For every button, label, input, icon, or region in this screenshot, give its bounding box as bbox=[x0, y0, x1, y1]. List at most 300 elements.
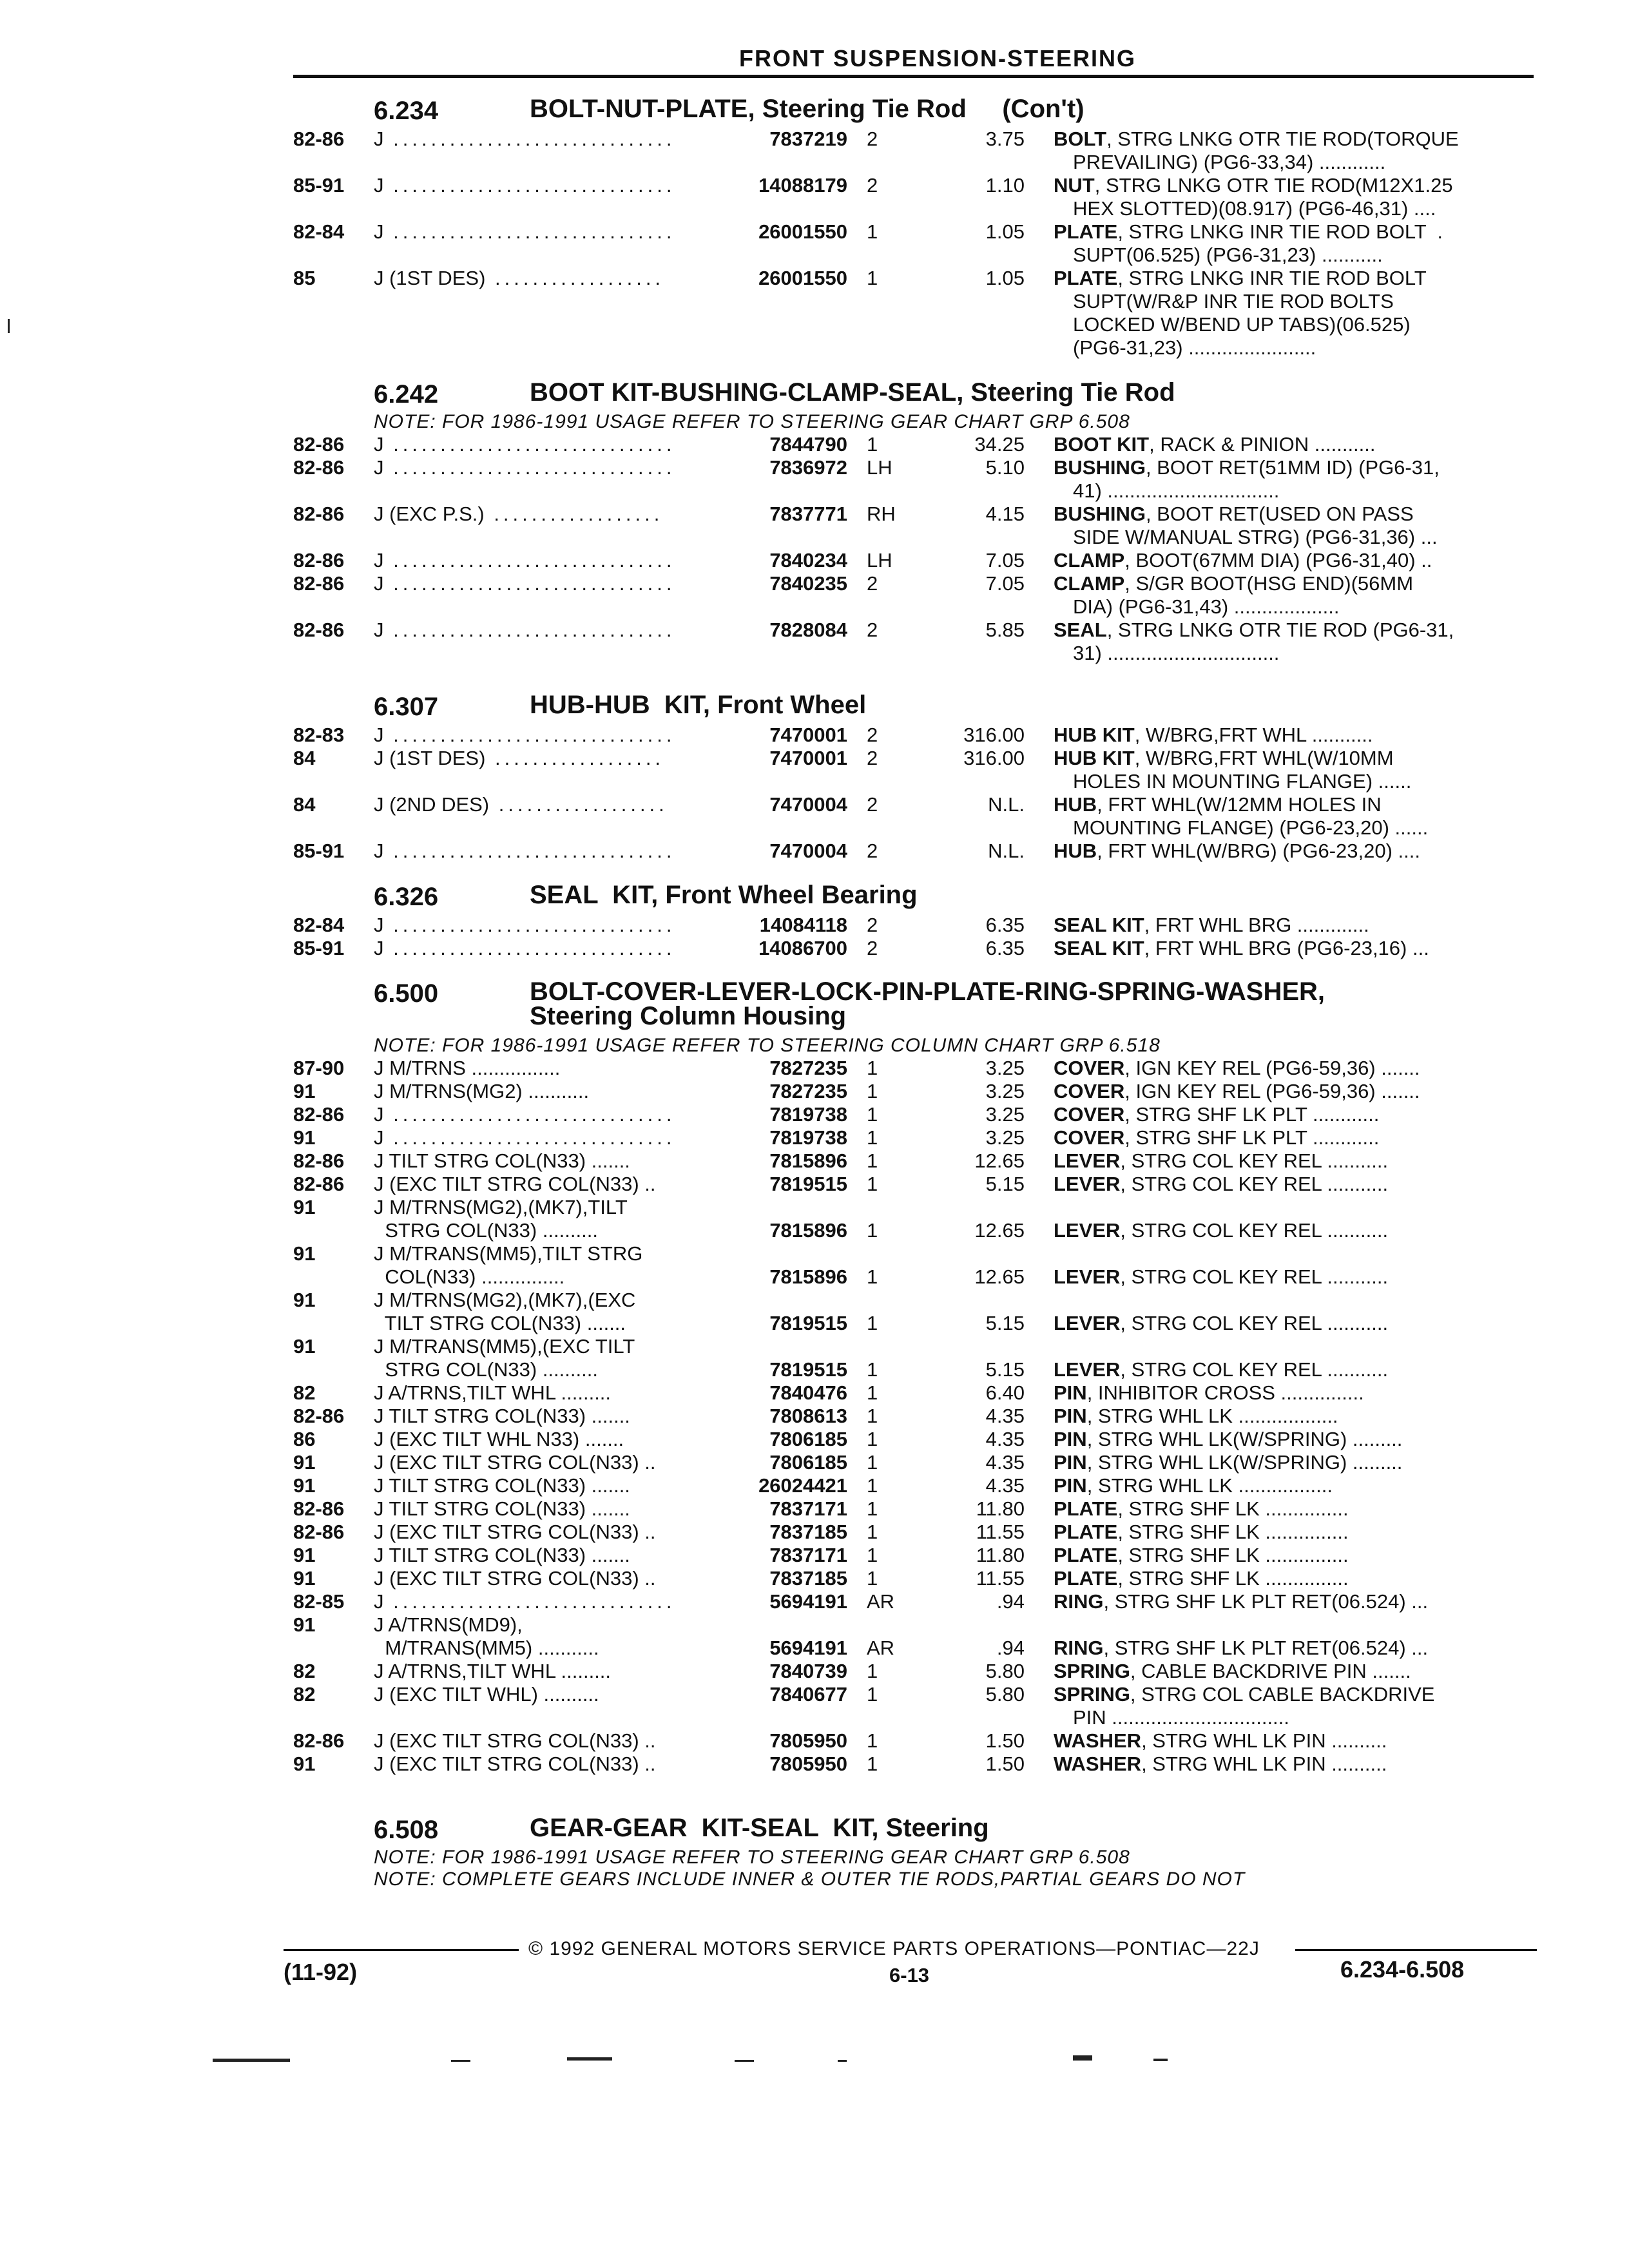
quantity: 1 bbox=[867, 1474, 878, 1497]
part-number: 7805950 bbox=[769, 1729, 847, 1752]
model-year: 82-86 bbox=[293, 1405, 345, 1427]
quantity: 1 bbox=[867, 220, 878, 243]
usage-text: J (EXC P.S.) bbox=[374, 503, 485, 525]
usage-description bbox=[374, 747, 664, 770]
part-name: PLATE bbox=[1054, 1567, 1118, 1590]
quantity: 1 bbox=[867, 1173, 878, 1195]
part-number: 5694191 bbox=[769, 1590, 847, 1613]
quantity: 1 bbox=[867, 1567, 878, 1590]
part-detail: , STRG COL KEY REL ........... bbox=[1120, 1358, 1389, 1381]
part-number: 7819515 bbox=[769, 1312, 847, 1334]
model-year: 91 bbox=[293, 1753, 316, 1775]
dot-leader: .............................. bbox=[383, 1126, 676, 1149]
price: 5.80 bbox=[985, 1660, 1025, 1682]
part-name: NUT bbox=[1054, 174, 1095, 197]
part-description bbox=[1054, 503, 1414, 526]
quantity: 1 bbox=[867, 1358, 878, 1381]
usage-description bbox=[374, 1729, 656, 1753]
part-name: BUSHING bbox=[1054, 456, 1146, 479]
part-description bbox=[1054, 267, 1427, 290]
usage-description bbox=[374, 1451, 656, 1474]
part-detail: , STRG LNKG OTR TIE ROD(M12X1.25 bbox=[1094, 174, 1453, 197]
model-year: 91 bbox=[293, 1196, 316, 1218]
part-description bbox=[1054, 1312, 1388, 1335]
part-description bbox=[1054, 1080, 1420, 1103]
section-title: BOLT-NUT-PLATE, Steering Tie Rod (Con't) bbox=[530, 95, 1084, 123]
part-name: SPRING bbox=[1054, 1660, 1130, 1682]
usage-description bbox=[374, 724, 676, 747]
model-year: 82-84 bbox=[293, 220, 345, 243]
usage-description bbox=[374, 1126, 676, 1149]
model-year: 82-86 bbox=[293, 456, 345, 479]
quantity: AR bbox=[867, 1590, 895, 1613]
usage-text: J bbox=[374, 456, 384, 479]
usage-description bbox=[374, 1521, 656, 1544]
usage-text: J bbox=[374, 1126, 384, 1149]
part-name: PLATE bbox=[1054, 220, 1118, 243]
part-description bbox=[1054, 1753, 1387, 1776]
part-description bbox=[1054, 174, 1453, 197]
part-name: LEVER bbox=[1054, 1265, 1121, 1288]
model-year: 85-91 bbox=[293, 937, 345, 959]
part-detail: , STRG LNKG OTR TIE ROD (PG6-31, bbox=[1106, 619, 1454, 641]
dot-leader: .............................. bbox=[383, 1590, 676, 1613]
usage-description bbox=[374, 1405, 630, 1428]
usage-text: COL(N33) ............... bbox=[374, 1265, 565, 1288]
part-detail: , STRG WHL LK PIN .......... bbox=[1141, 1753, 1387, 1775]
part-number: 7815896 bbox=[769, 1265, 847, 1288]
part-detail: , STRG WHL LK .................. bbox=[1086, 1405, 1338, 1427]
part-description bbox=[1054, 1265, 1388, 1289]
usage-text: J M/TRNS(MG2),(MK7),(EXC bbox=[374, 1289, 636, 1311]
part-detail: , STRG COL KEY REL ........... bbox=[1120, 1265, 1389, 1288]
part-number: 7827235 bbox=[769, 1057, 847, 1079]
part-detail: , STRG LNKG INR TIE ROD BOLT bbox=[1117, 267, 1427, 289]
usage-description bbox=[374, 1497, 630, 1521]
part-description bbox=[1054, 1729, 1387, 1753]
usage-text: J A/TRNS,TILT WHL ......... bbox=[374, 1660, 612, 1682]
part-description bbox=[1054, 793, 1382, 816]
usage-text: M/TRANS(MM5) ........... bbox=[374, 1637, 599, 1659]
price: 6.35 bbox=[985, 914, 1025, 936]
model-year: 91 bbox=[293, 1474, 316, 1497]
part-number: 7828084 bbox=[769, 619, 847, 641]
usage-description bbox=[374, 1312, 626, 1335]
model-year: 82-86 bbox=[293, 1729, 345, 1752]
usage-text: J bbox=[374, 549, 384, 572]
part-description bbox=[1054, 1451, 1402, 1474]
part-name: LEVER bbox=[1054, 1149, 1121, 1172]
usage-text: J bbox=[374, 1590, 384, 1613]
part-number: 26001550 bbox=[758, 220, 847, 243]
part-description bbox=[1054, 433, 1376, 456]
part-number: 7844790 bbox=[769, 433, 847, 456]
part-description bbox=[1054, 1149, 1388, 1173]
quantity: 1 bbox=[867, 1683, 878, 1706]
scan-mark bbox=[567, 2057, 612, 2061]
part-detail: , STRG COL KEY REL ........... bbox=[1120, 1312, 1389, 1334]
part-name: HUB KIT bbox=[1054, 724, 1135, 746]
part-name: WASHER bbox=[1054, 1753, 1142, 1775]
price: 3.25 bbox=[985, 1126, 1025, 1149]
section-note: NOTE: FOR 1986-1991 USAGE REFER TO STEERING GEAR CHART GRP 6.508 bbox=[374, 1847, 1130, 1868]
part-name: PIN bbox=[1054, 1451, 1087, 1474]
part-detail: , W/BRG,FRT WHL ........... bbox=[1134, 724, 1373, 746]
dot-leader: .............................. bbox=[383, 128, 676, 150]
usage-text: J (EXC TILT STRG COL(N33) .. bbox=[374, 1729, 656, 1752]
usage-description bbox=[374, 1683, 599, 1706]
header-rule bbox=[293, 75, 1534, 78]
usage-text: J TILT STRG COL(N33) ....... bbox=[374, 1474, 630, 1497]
part-number: 7819515 bbox=[769, 1358, 847, 1381]
quantity: 2 bbox=[867, 937, 878, 959]
dot-leader: .............................. bbox=[383, 840, 676, 862]
part-name: PIN bbox=[1054, 1474, 1087, 1497]
part-name: PLATE bbox=[1054, 1544, 1118, 1566]
part-description bbox=[1054, 1219, 1388, 1242]
part-number: 14088179 bbox=[758, 174, 847, 197]
part-number: 7470001 bbox=[769, 724, 847, 746]
model-year: 84 bbox=[293, 747, 316, 769]
scan-mark bbox=[8, 319, 10, 333]
price: 5.15 bbox=[985, 1312, 1025, 1334]
part-number: 7837771 bbox=[769, 503, 847, 525]
usage-description bbox=[374, 174, 676, 197]
usage-text: J (EXC TILT STRG COL(N33) .. bbox=[374, 1451, 656, 1474]
quantity: 1 bbox=[867, 1660, 878, 1682]
usage-text: STRG COL(N33) .......... bbox=[374, 1358, 598, 1381]
dot-leader: .............................. bbox=[383, 619, 676, 641]
part-description bbox=[1054, 1381, 1364, 1405]
usage-description bbox=[374, 1381, 611, 1405]
part-description bbox=[1054, 1567, 1349, 1590]
part-detail: , STRG WHL LK(W/SPRING) ......... bbox=[1086, 1451, 1403, 1474]
part-name: COVER bbox=[1054, 1080, 1125, 1102]
part-description bbox=[1054, 549, 1432, 572]
price: 3.25 bbox=[985, 1080, 1025, 1102]
quantity: 1 bbox=[867, 1381, 878, 1404]
model-year: 82-86 bbox=[293, 572, 345, 595]
part-name: CLAMP bbox=[1054, 549, 1125, 572]
usage-text: J M/TRNS(MG2) ........... bbox=[374, 1080, 590, 1102]
quantity: 1 bbox=[867, 1103, 878, 1126]
part-name: SPRING bbox=[1054, 1683, 1130, 1706]
scan-mark bbox=[213, 2059, 290, 2062]
part-description bbox=[1054, 937, 1429, 960]
model-year: 85-91 bbox=[293, 840, 345, 862]
part-detail: , CABLE BACKDRIVE PIN ....... bbox=[1130, 1660, 1411, 1682]
part-detail: , STRG LNKG INR TIE ROD BOLT . bbox=[1117, 220, 1443, 243]
dot-leader: .............................. bbox=[383, 174, 676, 197]
usage-description bbox=[374, 937, 676, 960]
part-number: 5694191 bbox=[769, 1637, 847, 1659]
part-description-continued: 41) ............................... bbox=[1073, 479, 1280, 502]
usage-text: J M/TRNS ................ bbox=[374, 1057, 561, 1079]
usage-description bbox=[374, 1544, 630, 1567]
part-name: SEAL bbox=[1054, 619, 1107, 641]
footer-page-number: 6-13 bbox=[889, 1964, 930, 1986]
usage-description bbox=[374, 549, 676, 572]
part-description-continued: PREVAILING) (PG6-33,34) ............ bbox=[1073, 151, 1386, 173]
quantity: 1 bbox=[867, 433, 878, 456]
part-description bbox=[1054, 1660, 1411, 1683]
part-description bbox=[1054, 619, 1454, 642]
usage-description bbox=[374, 793, 668, 816]
price: 3.25 bbox=[985, 1103, 1025, 1126]
usage-text: J TILT STRG COL(N33) ....... bbox=[374, 1149, 630, 1172]
dot-leader: .............................. bbox=[383, 572, 676, 595]
part-number: 7840677 bbox=[769, 1683, 847, 1706]
quantity: 2 bbox=[867, 619, 878, 641]
part-detail: , BOOT(67MM DIA) (PG6-31,40) .. bbox=[1124, 549, 1432, 572]
part-number: 7837171 bbox=[769, 1497, 847, 1520]
model-year: 82-86 bbox=[293, 1497, 345, 1520]
price: 1.10 bbox=[985, 174, 1025, 197]
price: 11.80 bbox=[976, 1497, 1025, 1520]
price: 1.05 bbox=[985, 267, 1025, 289]
part-detail: , STRG WHL LK ................. bbox=[1086, 1474, 1333, 1497]
part-description bbox=[1054, 1521, 1349, 1544]
usage-description bbox=[374, 619, 676, 642]
part-number: 7840234 bbox=[769, 549, 847, 572]
part-name: PIN bbox=[1054, 1428, 1087, 1450]
scan-mark bbox=[735, 2060, 754, 2062]
price: 4.35 bbox=[985, 1405, 1025, 1427]
part-detail: , STRG WHL LK PIN .......... bbox=[1141, 1729, 1387, 1752]
quantity: 2 bbox=[867, 724, 878, 746]
part-detail: , RACK & PINION ........... bbox=[1149, 433, 1376, 456]
part-name: PLATE bbox=[1054, 1497, 1118, 1520]
part-description-continued: 31) ............................... bbox=[1073, 642, 1280, 664]
quantity: 2 bbox=[867, 572, 878, 595]
part-name: HUB bbox=[1054, 840, 1097, 862]
price: 4.15 bbox=[985, 503, 1025, 525]
quantity: AR bbox=[867, 1637, 895, 1659]
usage-text: J bbox=[374, 1103, 384, 1126]
dot-leader: .................. bbox=[485, 747, 665, 769]
usage-description bbox=[374, 1265, 564, 1289]
part-name: HUB KIT bbox=[1054, 747, 1135, 769]
part-number: 7840476 bbox=[769, 1381, 847, 1404]
price: 1.50 bbox=[985, 1729, 1025, 1752]
quantity: 1 bbox=[867, 267, 878, 289]
part-description bbox=[1054, 1683, 1434, 1706]
part-description-continued: MOUNTING FLANGE) (PG6-23,20) ...... bbox=[1073, 816, 1429, 839]
part-name: LEVER bbox=[1054, 1173, 1121, 1195]
usage-description bbox=[374, 1057, 560, 1080]
dot-leader: .............................. bbox=[383, 549, 676, 572]
dot-leader: .................. bbox=[485, 267, 665, 289]
quantity: 1 bbox=[867, 1451, 878, 1474]
price: 5.80 bbox=[985, 1683, 1025, 1706]
usage-text: J (EXC TILT STRG COL(N33) .. bbox=[374, 1521, 656, 1543]
part-detail: , FRT WHL BRG (PG6-23,16) ... bbox=[1144, 937, 1429, 959]
price: 6.35 bbox=[985, 937, 1025, 959]
quantity: 2 bbox=[867, 793, 878, 816]
model-year: 84 bbox=[293, 793, 316, 816]
quantity: LH bbox=[867, 456, 892, 479]
price: 6.40 bbox=[985, 1381, 1025, 1404]
usage-text: J M/TRANS(MM5),TILT STRG bbox=[374, 1242, 643, 1265]
model-year: 91 bbox=[293, 1451, 316, 1474]
footer-date: (11-92) bbox=[284, 1959, 358, 1985]
section-note: NOTE: FOR 1986-1991 USAGE REFER TO STEERING GEAR CHART GRP 6.508 bbox=[374, 411, 1130, 432]
section-title: SEAL KIT, Front Wheel Bearing bbox=[530, 881, 918, 909]
part-description bbox=[1054, 456, 1440, 479]
part-description-continued: SIDE W/MANUAL STRG) (PG6-31,36) ... bbox=[1073, 526, 1438, 548]
part-description-continued: HOLES IN MOUNTING FLANGE) ...... bbox=[1073, 770, 1412, 793]
section-number: 6.326 bbox=[374, 883, 439, 911]
usage-text: J bbox=[374, 937, 384, 959]
scan-mark bbox=[1073, 2055, 1092, 2061]
usage-description bbox=[374, 1080, 589, 1103]
model-year: 82-85 bbox=[293, 1590, 345, 1613]
usage-description bbox=[374, 1660, 611, 1683]
part-description bbox=[1054, 1497, 1349, 1521]
quantity: 1 bbox=[867, 1521, 878, 1543]
section-title: HUB-HUB KIT, Front Wheel bbox=[530, 691, 867, 719]
part-detail: , STRG SHF LK ............... bbox=[1117, 1497, 1349, 1520]
usage-description bbox=[374, 1149, 630, 1173]
dot-leader: .............................. bbox=[383, 914, 676, 936]
price: N.L. bbox=[988, 793, 1025, 816]
footer-rule-right bbox=[1295, 1949, 1537, 1951]
part-description bbox=[1054, 1173, 1388, 1196]
part-number: 7808613 bbox=[769, 1405, 847, 1427]
usage-text: STRG COL(N33) .......... bbox=[374, 1219, 598, 1242]
model-year: 91 bbox=[293, 1242, 316, 1265]
quantity: 1 bbox=[867, 1497, 878, 1520]
quantity: 2 bbox=[867, 840, 878, 862]
usage-text: J (EXC TILT STRG COL(N33) .. bbox=[374, 1753, 656, 1775]
model-year: 82 bbox=[293, 1660, 316, 1682]
model-year: 91 bbox=[293, 1544, 316, 1566]
usage-description bbox=[374, 1219, 598, 1242]
price: 5.85 bbox=[985, 619, 1025, 641]
part-detail: , STRG SHF LK PLT RET(06.524) ... bbox=[1103, 1590, 1429, 1613]
dot-leader: .............................. bbox=[383, 456, 676, 479]
price: 11.80 bbox=[976, 1544, 1025, 1566]
price: 4.35 bbox=[985, 1474, 1025, 1497]
price: 4.35 bbox=[985, 1428, 1025, 1450]
model-year: 82-86 bbox=[293, 1173, 345, 1195]
part-number: 7806185 bbox=[769, 1428, 847, 1450]
part-description bbox=[1054, 1474, 1333, 1497]
part-description bbox=[1054, 1126, 1379, 1149]
part-detail: , INHIBITOR CROSS ............... bbox=[1086, 1381, 1364, 1404]
part-name: BOOT KIT bbox=[1054, 433, 1150, 456]
part-detail: , STRG COL CABLE BACKDRIVE bbox=[1130, 1683, 1435, 1706]
part-description-continued: HEX SLOTTED)(08.917) (PG6-46,31) .... bbox=[1073, 197, 1436, 220]
usage-text: J bbox=[374, 220, 384, 243]
part-description-continued: SUPT(W/R&P INR TIE ROD BOLTS bbox=[1073, 290, 1394, 312]
usage-description bbox=[374, 1428, 624, 1451]
usage-description bbox=[374, 1103, 676, 1126]
usage-text: J TILT STRG COL(N33) ....... bbox=[374, 1497, 630, 1520]
part-description bbox=[1054, 1637, 1428, 1660]
model-year: 87-90 bbox=[293, 1057, 345, 1079]
part-detail: , IGN KEY REL (PG6-59,36) ....... bbox=[1124, 1080, 1420, 1102]
dot-leader: .............................. bbox=[383, 937, 676, 959]
part-description-continued: PIN ................................ bbox=[1073, 1706, 1289, 1729]
part-description bbox=[1054, 1103, 1379, 1126]
part-description bbox=[1054, 1428, 1402, 1451]
part-detail: , STRG SHF LK ............... bbox=[1117, 1521, 1349, 1543]
part-description bbox=[1054, 914, 1369, 937]
usage-text: J bbox=[374, 724, 384, 746]
dot-leader: .............................. bbox=[383, 724, 676, 746]
part-description bbox=[1054, 724, 1373, 747]
usage-description bbox=[374, 572, 676, 595]
model-year: 85-91 bbox=[293, 174, 345, 197]
section-number: 6.234 bbox=[374, 97, 439, 125]
model-year: 91 bbox=[293, 1126, 316, 1149]
quantity: 1 bbox=[867, 1729, 878, 1752]
part-number: 26001550 bbox=[758, 267, 847, 289]
part-number: 7470004 bbox=[769, 793, 847, 816]
section-number: 6.307 bbox=[374, 693, 439, 721]
usage-text: J (EXC TILT STRG COL(N33) .. bbox=[374, 1173, 656, 1195]
usage-description bbox=[374, 503, 663, 526]
price: 316.00 bbox=[963, 747, 1025, 769]
price: 34.25 bbox=[974, 433, 1025, 456]
part-number: 7837171 bbox=[769, 1544, 847, 1566]
usage-text: J (EXC TILT WHL N33) ....... bbox=[374, 1428, 624, 1450]
section-number: 6.508 bbox=[374, 1816, 439, 1844]
usage-text: J A/TRNS(MD9), bbox=[374, 1613, 523, 1636]
model-year: 82-86 bbox=[293, 128, 345, 150]
price: 12.65 bbox=[974, 1219, 1025, 1242]
part-name: CLAMP bbox=[1054, 572, 1125, 595]
part-detail: , W/BRG,FRT WHL(W/10MM bbox=[1134, 747, 1394, 769]
footer-range: 6.234-6.508 bbox=[1340, 1956, 1465, 1983]
quantity: 1 bbox=[867, 1544, 878, 1566]
quantity: 2 bbox=[867, 174, 878, 197]
part-detail: , STRG COL KEY REL ........... bbox=[1120, 1149, 1389, 1172]
part-description bbox=[1054, 1590, 1428, 1613]
part-description bbox=[1054, 1057, 1420, 1080]
part-name: LEVER bbox=[1054, 1312, 1121, 1334]
usage-description bbox=[374, 128, 676, 151]
price: 11.55 bbox=[976, 1567, 1025, 1590]
section-title: BOOT KIT-BUSHING-CLAMP-SEAL, Steering Tie Rod bbox=[530, 378, 1175, 407]
part-number: 7819738 bbox=[769, 1126, 847, 1149]
part-name: PIN bbox=[1054, 1381, 1087, 1404]
model-year: 82-86 bbox=[293, 549, 345, 572]
usage-description bbox=[374, 1474, 630, 1497]
section-note: NOTE: COMPLETE GEARS INCLUDE INNER & OUTER TIE RODS,PARTIAL GEARS DO NOT bbox=[374, 1869, 1246, 1890]
model-year: 82-86 bbox=[293, 433, 345, 456]
part-description bbox=[1054, 128, 1459, 151]
part-description-continued: LOCKED W/BEND UP TABS)(06.525) bbox=[1073, 313, 1411, 336]
model-year: 86 bbox=[293, 1428, 316, 1450]
model-year: 91 bbox=[293, 1335, 316, 1358]
usage-description bbox=[374, 1242, 642, 1265]
usage-text: J (EXC TILT WHL) .......... bbox=[374, 1683, 599, 1706]
model-year: 91 bbox=[293, 1613, 316, 1636]
usage-description bbox=[374, 1173, 656, 1196]
price: 12.65 bbox=[974, 1265, 1025, 1288]
part-description bbox=[1054, 1544, 1349, 1567]
part-number: 7815896 bbox=[769, 1149, 847, 1172]
price: .94 bbox=[996, 1590, 1025, 1613]
usage-text: J (1ST DES) bbox=[374, 747, 486, 769]
part-number: 7837219 bbox=[769, 128, 847, 150]
part-description bbox=[1054, 840, 1420, 863]
part-description bbox=[1054, 747, 1394, 770]
price: 11.55 bbox=[976, 1521, 1025, 1543]
model-year: 82-86 bbox=[293, 1103, 345, 1126]
